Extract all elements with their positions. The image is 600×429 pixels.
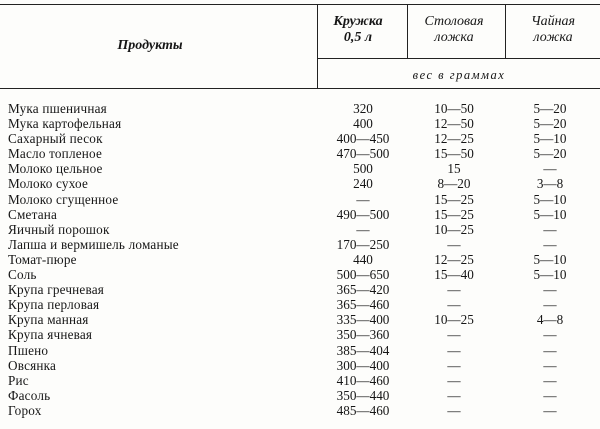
product-name: Мука картофельная [8, 116, 122, 132]
product-name: Сметана [8, 206, 58, 222]
table-row [0, 403, 600, 418]
product-name: Молоко сгущенное [8, 191, 119, 207]
product-name: Томат-пюре [8, 251, 77, 267]
product-name: Крупа ячневая [8, 327, 93, 343]
header-bottom-rule [0, 88, 600, 89]
tablespoon-value: — [447, 236, 461, 252]
teaspoon-value: — [543, 282, 557, 298]
table-row [0, 267, 600, 282]
product-name: Горох [8, 402, 42, 418]
table-row [0, 358, 600, 373]
mug-value: 365—420 [336, 282, 390, 298]
teaspoon-value: — [543, 221, 557, 237]
mug-value: 300—400 [336, 357, 390, 373]
tablespoon-value: 15—50 [434, 146, 474, 162]
product-name: Мука пшеничная [8, 101, 107, 116]
unit-top-rule [318, 58, 600, 59]
table-row [0, 222, 600, 237]
table-row [0, 388, 600, 403]
table-row [0, 237, 600, 252]
header-mug: Кружка 0,5 л [333, 14, 383, 45]
mug-value: 400—450 [336, 131, 390, 147]
header-teaspoon: Чайная ложка [530, 14, 576, 45]
header-tablespoon: Столовая ложка [424, 14, 484, 45]
teaspoon-value: 5—20 [533, 146, 567, 162]
tablespoon-value: 15—40 [434, 267, 474, 283]
tablespoon-value: 12—50 [434, 116, 474, 132]
teaspoon-value: 5—10 [533, 267, 567, 283]
teaspoon-value: — [543, 297, 557, 313]
table-row [0, 252, 600, 267]
table-row [0, 312, 600, 327]
table-row [0, 176, 600, 191]
tablespoon-value: 12—25 [434, 131, 474, 147]
product-name: Молоко цельное [8, 161, 103, 177]
table-row [0, 282, 600, 297]
tablespoon-value: 15 [447, 161, 461, 177]
teaspoon-value: 5—20 [533, 116, 567, 132]
teaspoon-value: 5—10 [533, 206, 567, 222]
tablespoon-value: 8—20 [437, 176, 471, 192]
tablespoon-value: — [447, 387, 461, 403]
tablespoon-value: — [447, 357, 461, 373]
table-row [0, 192, 600, 207]
header-unit: вес в граммах [412, 68, 506, 82]
teaspoon-value: 5—10 [533, 251, 567, 267]
product-name: Молоко сухое [8, 176, 88, 192]
mug-value: 365—460 [336, 297, 390, 313]
table-row [0, 131, 600, 146]
table-row [0, 101, 600, 116]
mug-value: 440 [353, 251, 373, 267]
tablespoon-value: — [447, 342, 461, 358]
teaspoon-value: — [543, 342, 557, 358]
product-name: Фасоль [8, 387, 51, 403]
mug-value: 335—400 [336, 312, 390, 328]
tablespoon-value: — [447, 297, 461, 313]
tablespoon-value: 10—25 [434, 221, 474, 237]
teaspoon-value: — [543, 372, 557, 388]
tablespoon-value: 10—50 [434, 101, 474, 116]
product-name: Крупа перловая [8, 297, 100, 313]
tablespoon-value: 15—25 [434, 191, 474, 207]
tablespoon-value: — [447, 402, 461, 418]
table-top-rule [0, 4, 600, 5]
table-row [0, 297, 600, 312]
tablespoon-value: 15—25 [434, 206, 474, 222]
product-name: Сахарный песок [8, 131, 103, 147]
table-row [0, 207, 600, 222]
mug-value: — [356, 221, 370, 237]
product-name: Лапша и вермишель ломаные [8, 236, 179, 252]
table-row [0, 327, 600, 342]
mug-value: 170—250 [336, 236, 390, 252]
table-row [0, 161, 600, 176]
teaspoon-value: — [543, 327, 557, 343]
tablespoon-value: — [447, 372, 461, 388]
table-row [0, 373, 600, 388]
product-name: Крупа гречневая [8, 282, 105, 298]
product-name: Яичный порошок [8, 221, 110, 237]
teaspoon-value: — [543, 387, 557, 403]
mug-value: 385—404 [336, 342, 390, 358]
teaspoon-value: — [543, 161, 557, 177]
mug-value: 400 [353, 116, 373, 132]
product-name: Соль [8, 267, 37, 283]
tablespoon-value: — [447, 327, 461, 343]
header-products: Продукты [117, 38, 183, 53]
mug-value: 500—650 [336, 267, 390, 283]
product-name: Масло топленое [8, 146, 103, 162]
mug-value: 470—500 [336, 146, 390, 162]
tablespoon-value: 12—25 [434, 251, 474, 267]
teaspoon-value: — [543, 236, 557, 252]
tablespoon-value: — [447, 282, 461, 298]
teaspoon-value: 3—8 [536, 176, 564, 192]
mug-value: 320 [353, 101, 373, 116]
mug-value: — [356, 191, 370, 207]
table-row [0, 116, 600, 131]
mug-value: 500 [353, 161, 373, 177]
teaspoon-value: 5—10 [533, 191, 567, 207]
teaspoon-value: — [543, 357, 557, 373]
mug-value: 490—500 [336, 206, 390, 222]
teaspoon-value: 5—10 [533, 131, 567, 147]
teaspoon-value: 4—8 [536, 312, 564, 328]
mug-value: 350—440 [336, 387, 390, 403]
mug-value: 485—460 [336, 402, 390, 418]
product-name: Пшено [8, 342, 49, 358]
table-row [0, 146, 600, 161]
tablespoon-value: 10—25 [434, 312, 474, 328]
teaspoon-value: 5—20 [533, 101, 567, 116]
mug-value: 410—460 [336, 372, 390, 388]
mug-value: 350—360 [336, 327, 390, 343]
product-name: Овсянка [8, 357, 57, 373]
mug-value: 240 [353, 176, 373, 192]
table-row [0, 343, 600, 358]
table-body [0, 101, 600, 418]
product-name: Рис [8, 372, 29, 388]
teaspoon-value: — [543, 402, 557, 418]
product-name: Крупа манная [8, 312, 89, 328]
